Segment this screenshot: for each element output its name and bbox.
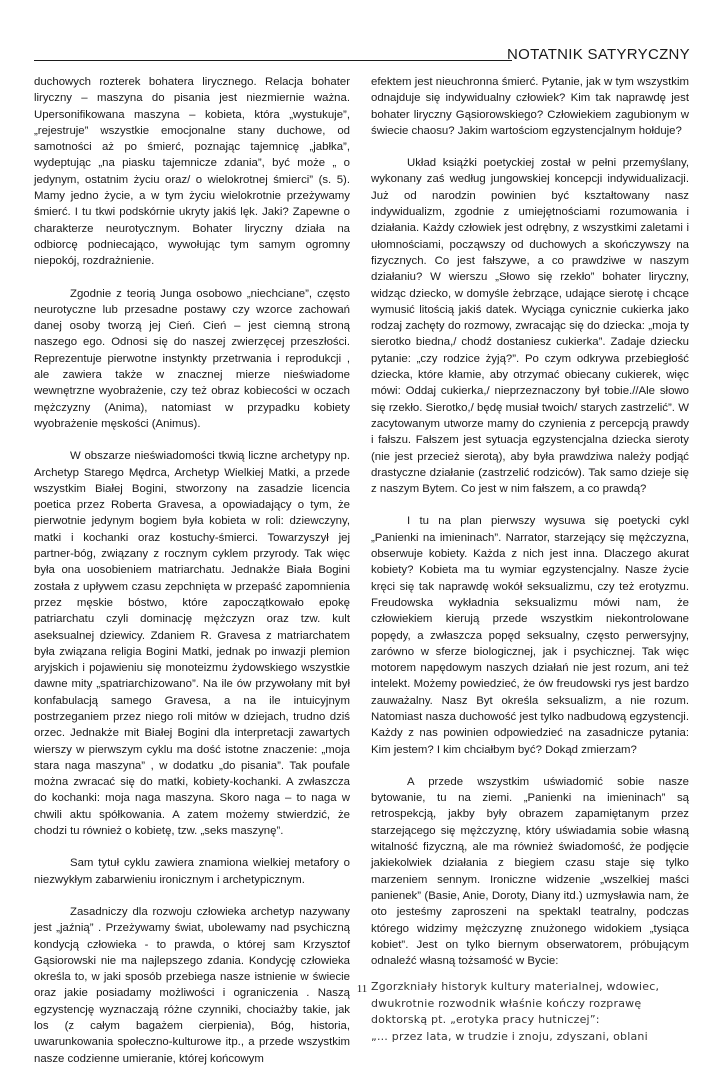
quote-line: dwukrotnie rozwodnik właśnie kończy rozprawę: [371, 996, 642, 1010]
page-number: 11: [356, 983, 368, 995]
left-column: [34, 74, 350, 1067]
right-paragraph-2: Układ książki poetyckiej został w pełni przemyślany, wykonany zaś według jungowskiej koncepcji indywidualizacji. Już od narodzin powinien być kształtowany nasz indywidualizm, zgodnie z umiejętnościami rozumowania i działania. Każdy człowiek jest odrębny, z wszystkimi zaletami i ułomnościami, począwszy od duchowych a skończywszy na fizycznych. Co jest fałszywe, a co prawdziwe w naszym działaniu? W wierszu „Słowo się rzekło” bohater liryczny, widząc dziecko, w domyśle żebrzące, udające sierotę i chcące wymusić litością jakiś datek. Wyciąga cynicznie cukierka jako rodzaj zachęty do rozmowy, zwracając się do dziecka: „moja ty sierotko biedna,/ chodź dostaniesz cukierka”. Zadaje dziecku pytanie: „czy rodzice żyją?”. Po czym odkrywa przebiegłość dziecka, które kłamie, aby otrzymać obiecany cukierek, więc mówi: Oddaj cukierka,/ nieprzeznaczony był tobie.//Ale słowo się rzekło. Sierotko,/ będę musiał twoich/ starych zastrzelić”. W zacytowanym utworze mamy do czynienia z percepcją prawdy i fałszu. Fałszem jest sytuacja egzystencjalna dziecka sieroty (nie jest przecież sierotą), aby była prawdziwa należy podjąć drastyczne działanie (zastrzelić rodziców). Tak samo dzieje się z naszym Bytem. Co jest w nim fałszem, a co prawdą?: [371, 157, 689, 496]
right-paragraph-4: A przede wszystkim uświadomić sobie nasze bytowanie, tu na ziemi. „Panienki na imieninach” są retrospekcją, jakby były obrazem zapamiętanym przez starzejącego się mężczyznę, który uświadamia sobie własną witalność fizyczną, ale ma również świadomość, że podjęcie jakiekolwiek działania z biegiem czasu staje się tylko marzeniem sennym. Ironiczne widzenie „wszelkiej maści panienek” (Basie, Anie, Doroty, Diany itd.) uzmysławia nam, że oto jesteśmy zaproszeni na spektakl teatralny, podczas którego widzimy mężczyznę znużonego widokiem „tysiąca kobiet”. Jest on tylko biernym obserwatorem, próbującym odnaleźć własną tożsamość w Bycie:: [371, 775, 689, 968]
left-paragraph-2: Zgodnie z teorią Junga osobowo „niechciane”, często neurotyczne lub przesadne postawy czy wzorce zachowań danej osoby tworzą jej Cień. Cień – jest ciemną stroną naszego ego. Odnosi się do naszej zwierzęcej przeszłości. Reprezentuje pierwotne instynkty przetrwania i reprodukcji , ale zawiera także w znacznej mierze nieświadome wewnętrzne wyobrażenie, czy też obraz kobiecości w oczach mężczyzny (Anima), natomiast w przypadku kobiety wyobrażenie męskości (Animus).: [34, 287, 350, 430]
section-title: NOTATNIK SATYRYCZNY: [507, 46, 690, 63]
left-paragraph-5: Zasadniczy dla rozwoju człowieka archetyp nazywany jest „jaźnią” . Przeżywamy świat, ubolewamy nad psychiczną kondycją człowieka - to prawda, o której sam Krzysztof Gąsiorowski nie ma najlepszego zdania. Kondycję człowieka określa to, w jaki sposób przebiega nasze istnienie w świecie oraz jakie posiadamy możliwości i ograniczenia . Naszą egzystencję wyznaczają różne czynniki, chociażby takie, jak los (z całym bagażem cierpienia), Bóg, historia, uwarunkowania społeczno-kulturowe itp., a przede wszystkim nasze codzienne umieranie, której końcowym: [34, 905, 350, 1065]
left-paragraph-1: duchowych rozterek bohatera lirycznego. Relacja bohater liryczny – maszyna do pisania jest niezmiernie ważna. Upersonifikowana maszyna – kobieta, która „wystukuje”, „rejestruje” wszystkie emocjonalne stany duchowe, od samotności aż po śmierć, poznając tajemnicę „jabłka”, wydeptując „na piasku tajemnicze zdania”, być może „ o jedynym, ostatnim życiu oraz/ o wielokrotnej śmierci” (s. 5). Mamy jedno życie, a w tym życiu wielokrotnie przeżywamy śmierć. I tu tkwi podskórnie ukryty jakiś lęk. Jaki? Zapewne o charakterze neurotycznym. Bohater liryczny działa na odbiorcę podniecająco, wywołując tym samym ogromny niepokój, rozdrażnienie.: [34, 76, 350, 268]
left-paragraph-4: Sam tytuł cyklu zawiera znamiona wielkiej metafory o niezwykłym zabarwieniu ironicznym i archetypicznym.: [34, 857, 350, 886]
page-header: [34, 38, 690, 68]
quote-line: doktorską pt. „erotyka pracy hutniczej”:: [371, 1013, 600, 1027]
right-column: [371, 74, 689, 1045]
left-paragraph-3: W obszarze nieświadomości tkwią liczne archetypy np. Archetyp Starego Mędrca, Archetyp Wielkiej Matki, a przede wszystkim Białej Bogini, stworzony na zasadzie licencia poetica przez Roberta Gravesa, a opowiadający o tym, że pierwotnie jedynym bogiem była kobieta w roli: dziewczyny, matki i kochanki oraz kostuchy-śmierci. Towarzyszył jej partner-bóg, związany z rocznym cyklem przyrody. Tak więc była ona uosobieniem matriarchatu. Jednakże Biała Bogini została z upływem czasu zepchnięta w przepaść zapomnienia przez męskie bóstwo, które zapoczątkowało epokę patriarchatu czyli dominację mężczyzn oraz tzw. kult aseksualnej dziewicy. Zdaniem R. Gravesa z matriarchatem była związana religia Bogini Matki, jednak po inwazji plemion aryjskich i pojawieniu się monoteizmu żydowskiego wszystkie dawne mity „spatriarchizowano”. Na ile ów przywołany mit był konfabulacją samego Gravesa, a na ile intuicyjnym postrzeganiem przez niego roli mitów w dziejach, trudno dziś orzec. Jednakże mit Białej Bogini dla interpretacji zawartych wierszy w pierwszym cyklu ma dość istotne znaczenie: „moja stara naga maszyna” , w dodatku „do pisania”. Tak poufale można zwracać się do matki, kobiety-kochanki. A zwłaszcza do kochanki: moja naga maszyna. Skoro naga – to naga w chwili aktu spółkowania. A zatem możemy stwierdzić, że chodzi tu również o kobietę, tzw. „seks maszynę”.: [34, 450, 350, 838]
quote-line: Zgorzkniały historyk kultury materialnej, wdowiec,: [371, 980, 660, 994]
right-paragraph-1: efektem jest nieuchronna śmierć. Pytanie, jak w tym wszystkim odnajduje się indywidualny człowiek? Kim tak naprawdę jest bohater liryczny Gąsiorowskiego? Człowiekiem zagubionym w świecie chaosu? Jakim wartościom egzystencjalnym hołduje?: [371, 76, 689, 137]
quote-line: „… przez lata, w trudzie i znoju, zdyszani, oblani: [371, 1029, 648, 1043]
header-rule: [34, 60, 512, 61]
right-paragraph-3: I tu na plan pierwszy wysuwa się poetycki cykl „Panienki na imieninach”. Narrator, starzejący się mężczyzna, obserwuje kobiety. Każda z nich jest inna. Dlaczego akurat kobiety? Kobieta ma tu wymiar egzystencjalny. Nasze życie kręci się tak naprawdę wokół seksualizmu, czy też erotyzmu. Freudowska wykładnia seksualizmu mówi nam, że człowiekiem kierują przede wszystkim niekontrolowane popędy, a zwłaszcza popęd seksualny, często perwersyjny, zarówno w sferze biologicznej, jak i psychicznej. Tak więc motorem napędowym naszych działań nie jest rozum, ani też intelekt. Możemy powiedzieć, że ów freudowski rys jest bardzo zauważalny. Nasz Byt określa seksualizm, a nie rozum. Natomiast nasza duchowość jest tylko nadbudową egzystencji. Każdy z nas powinien odpowiedzieć na zasadnicze pytania: Kim jestem? I kim chciałbym być? Dokąd zmierzam?: [371, 515, 689, 756]
